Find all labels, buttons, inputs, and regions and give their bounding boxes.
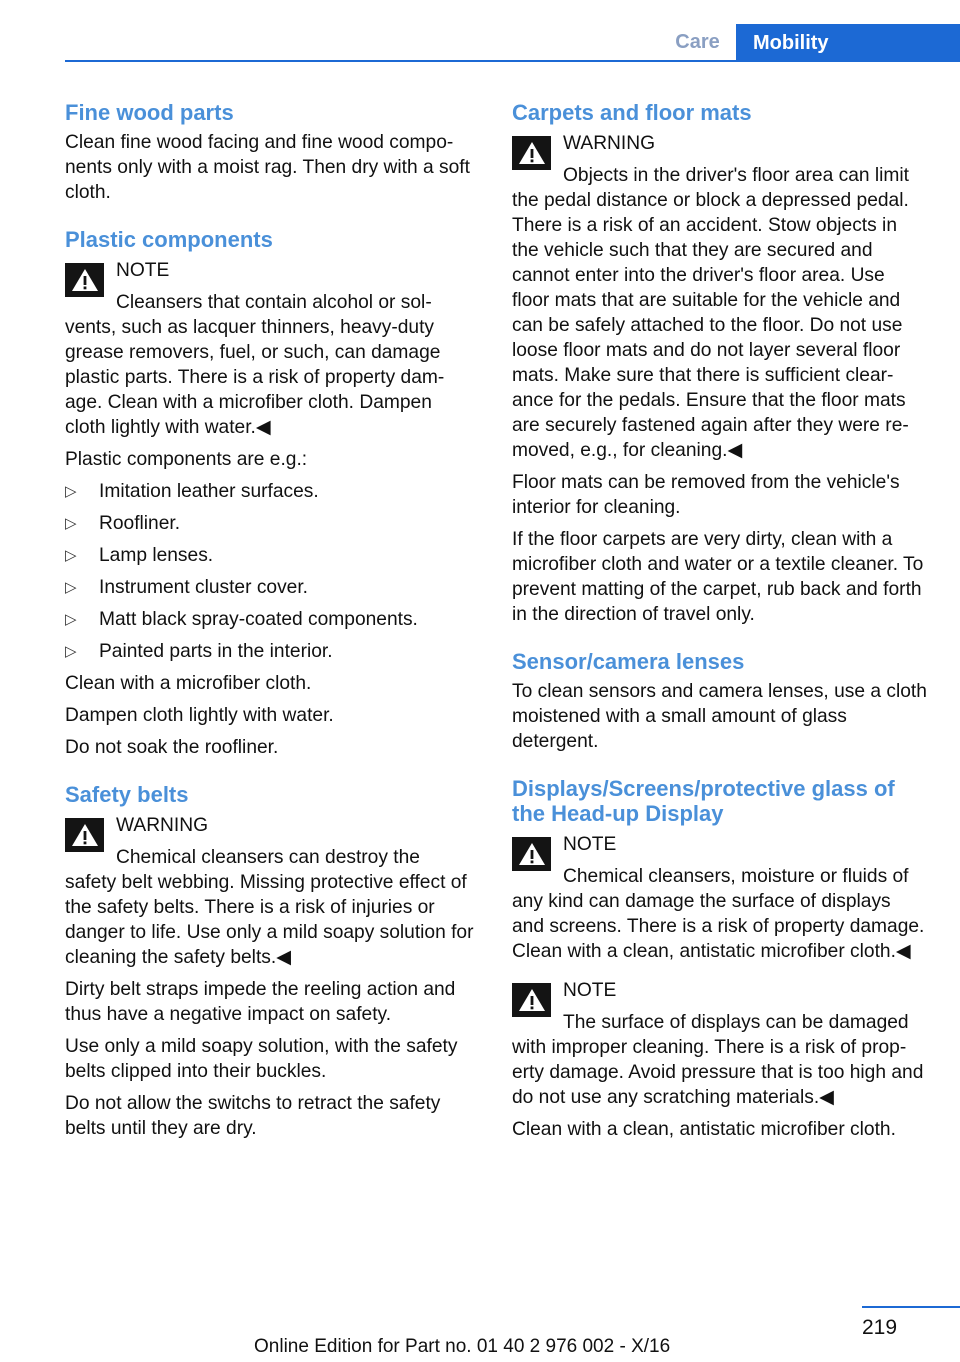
paragraph: Clean with a clean, antistatic microfiber cloth. [512, 1119, 896, 1140]
section-sensor-lenses [512, 649, 927, 754]
note-text: The surface of displays can be damaged with improper cleaning. There is a risk of property damage. Avoid pressure that is too high and do not use any scratching materials.◀ [512, 1012, 924, 1108]
section-heading: Carpets and floor mats [512, 100, 752, 125]
warning-triangle-icon [65, 818, 104, 852]
bullet-icon: ▷ [65, 483, 77, 500]
section-heading: Displays/Screens/protective glass of the Head-up Display [512, 776, 895, 826]
note-box [65, 258, 475, 440]
list-item: ▷ Imitation leather surfaces. [65, 481, 319, 502]
paragraph: Dampen cloth lightly with water. [65, 705, 334, 726]
bullet-icon: ▷ [65, 547, 77, 564]
warning-text: Objects in the driver's floor area can limit the pedal distance or block a depressed pedal. There is a risk of an accident. Stow objects in the vehicle such that they are secured and cannot enter into the driver's floor area. Use floor mats that are suitable for the vehicle and can be safely attached to the floor. Do not use loose floor mats and do not layer several floor mats. Make sure that there is sufficient clearance for the pedals. Ensure that the floor mats are securely fastened again after they were removed, e.g., for cleaning.◀ [512, 165, 909, 461]
header-rule [65, 60, 960, 62]
list-item: ▷ Matt black spray-coated components. [65, 609, 418, 630]
note-text: Cleansers that contain alcohol or solvents, such as lacquer thinners, heavy-duty grease removers, fuel, or such, can damage plastic parts. There is a risk of property damage. Clean with a microfiber cloth. Dampen cloth lightly with water.◀ [65, 292, 445, 438]
bullet-icon: ▷ [65, 643, 77, 660]
tab-mobility[interactable]: Mobility [736, 24, 960, 62]
note-label: NOTE [563, 980, 617, 1001]
paragraph: If the floor carpets are very dirty, clean with a microfiber cloth and water or a textile cleaner. To prevent matting of the carpet, rub back and forth in the direction of travel only. [512, 529, 924, 625]
footer-rule [862, 1306, 960, 1308]
paragraph: To clean sensors and camera lenses, use a cloth moistened with a small amount of glass detergent. [512, 681, 927, 752]
section-heading: Plastic components [65, 227, 273, 252]
warning-box [512, 131, 927, 463]
warning-box [65, 813, 475, 970]
paragraph: Do not allow the switchs to retract the safety belts until they are dry. [65, 1093, 441, 1139]
edition-footer: Online Edition for Part no. 01 40 2 976 002 - X/16 [254, 1336, 671, 1357]
note-box [512, 832, 927, 964]
warning-triangle-icon [512, 837, 551, 871]
warning-label: WARNING [563, 133, 656, 154]
warning-label: WARNING [116, 815, 209, 836]
paragraph: Do not soak the roofliner. [65, 737, 279, 758]
paragraph: Clean with a microfiber cloth. [65, 673, 312, 694]
paragraph: Clean fine wood facing and fine wood components only with a moist rag. Then dry with a soft cloth. [65, 132, 470, 203]
section-carpets [512, 100, 927, 627]
right-column [512, 100, 927, 1149]
warning-triangle-icon [65, 263, 104, 297]
bullet-icon: ▷ [65, 579, 77, 596]
note-label: NOTE [116, 260, 170, 281]
note-label: NOTE [563, 834, 617, 855]
warning-text: Chemical cleansers can destroy the safety belt webbing. Missing protective effect of the safety belts. There is a risk of injuries or danger to life. Use only a mild soapy solution for cleaning the safety belts.◀ [65, 847, 474, 968]
paragraph: Use only a mild soapy solution, with the safety belts clipped into their buckles. [65, 1036, 458, 1082]
bullet-icon: ▷ [65, 515, 77, 532]
tab-care[interactable]: Care [675, 31, 720, 53]
section-displays [512, 776, 927, 1142]
note-text: Chemical cleansers, moisture or fluids of any kind can damage the surface of displays and screens. There is a risk of property damage. Clean with a clean, antistatic microfiber cloth.◀ [512, 866, 925, 962]
paragraph: Floor mats can be removed from the vehicle's interior for cleaning. [512, 472, 900, 518]
section-heading: Safety belts [65, 782, 189, 807]
section-plastic-components [65, 227, 475, 760]
paragraph: Dirty belt straps impede the reeling action and thus have a negative impact on safety. [65, 979, 456, 1025]
list-item: ▷ Instrument cluster cover. [65, 577, 309, 598]
note-box [512, 978, 927, 1110]
warning-triangle-icon [512, 136, 551, 170]
section-heading: Fine wood parts [65, 100, 234, 125]
left-column [65, 100, 475, 1148]
section-heading: Sensor/camera lenses [512, 649, 745, 674]
list-item: ▷ Painted parts in the interior. [65, 641, 333, 662]
warning-triangle-icon [512, 983, 551, 1017]
section-fine-wood [65, 100, 475, 205]
paragraph: Plastic components are e.g.: [65, 449, 308, 470]
bullet-list [65, 479, 475, 664]
list-item: ▷ Roofliner. [65, 513, 181, 534]
bullet-icon: ▷ [65, 611, 77, 628]
page-number: 219 [862, 1316, 898, 1339]
list-item: ▷ Lamp lenses. [65, 545, 214, 566]
section-safety-belts [65, 782, 475, 1141]
